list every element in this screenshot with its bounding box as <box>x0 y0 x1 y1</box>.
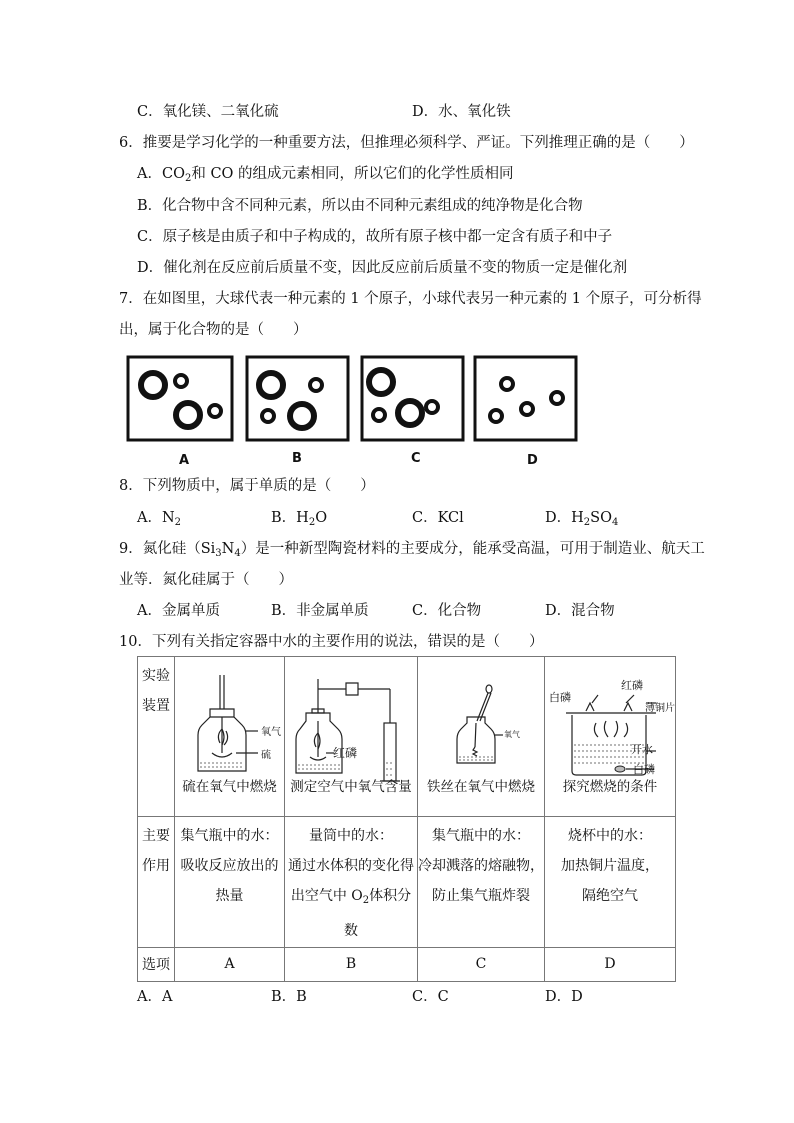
oxygen-content-apparatus-icon <box>286 673 417 785</box>
q7-figure-label-c: C <box>411 451 421 466</box>
q8-option-b: B．$H_2O$ <box>271 510 328 528</box>
q7-figure-label-a: A <box>179 453 190 468</box>
q7-stem-line2: 出，属于化合物的是（ ） <box>119 322 308 338</box>
q8-option-c: C．KCl <box>412 510 464 526</box>
q9-option-b: B．非金属单质 <box>271 603 369 619</box>
q10-experiment-table <box>137 656 676 982</box>
row-header-apparatus: 实验 装置 <box>138 657 175 817</box>
choice-b: B <box>285 947 418 981</box>
q6-option-a: A．$CO_2$和 CO 的组成元素相同，所以它们的化学性质相同 <box>137 166 514 184</box>
q9-stem-line2: 业等．氮化硅属于（ ） <box>119 572 293 588</box>
apparatus-d-caption: 探究燃烧的条件 <box>562 778 658 795</box>
q7-stem-line1: 7．在如图里，大球代表一种元素的 1 个原子，小球代表另一种元素的 1 个原子，可分析得 <box>119 291 702 307</box>
apparatus-a: 氧气 硫 硫在氧气中燃烧 <box>175 657 285 817</box>
q7-figure-label-d: D <box>527 453 538 468</box>
iron-wire-burning-apparatus-icon <box>419 681 544 781</box>
q6-option-c: C．原子核是由质子和中子构成的，故所有原子核中都一定含有质子和中子 <box>137 229 613 245</box>
q6-option-d: D．催化剂在反应前后质量不变，因此反应前后质量不变的物质一定是催化剂 <box>137 260 628 276</box>
q7-atom-figure <box>125 352 580 448</box>
q6-stem: 6．推要是学习化学的一种重要方法，但推理必须科学、严证。下列推理正确的是（ ） <box>119 135 694 151</box>
q10-option-d: D．D <box>545 989 583 1005</box>
apparatus-b-caption: 测定空气中氧气含量 <box>290 778 412 795</box>
function-d: 烧杯中的水： 加热铜片温度， 隔绝空气 <box>545 817 676 947</box>
q5-option-c: C．氧化镁、二氧化硫 <box>137 104 279 120</box>
q9-option-c: C．化合物 <box>412 603 482 619</box>
apparatus-a-caption: 硫在氧气中燃烧 <box>182 778 277 795</box>
function-c: 集气瓶中的水： 冷却溅落的熔融物， 防止集气瓶炸裂 <box>418 817 545 947</box>
row-header-choice: 选项 <box>138 947 175 981</box>
q8-option-d: D．$H_2SO_4$ <box>545 510 619 528</box>
q9-option-a: A．金属单质 <box>137 603 220 619</box>
apparatus-d: 白磷 红磷 薄铜片 开水 白磷 探究燃烧的条件 <box>545 657 676 817</box>
q9-option-d: D．混合物 <box>545 603 615 619</box>
choice-a: A <box>175 947 285 981</box>
q10-stem: 10．下列有关指定容器中水的主要作用的说法，错误的是（ ） <box>119 634 544 650</box>
q9-stem-line1: 9．氮化硅$(Si_3N_4)$是一种新型陶瓷材料的主要成分，能承受高温，可用于制造业、航天工 <box>119 541 705 559</box>
row-header-function: 主要 作用 <box>138 817 175 947</box>
choice-d: D <box>545 947 676 981</box>
function-b: 量筒中的水： 通过水体积的变化得 出空气中 $O_2$体积分 数 <box>285 817 418 947</box>
q8-option-a: A．$N_2$ <box>137 510 182 528</box>
apparatus-c: 氧气 铁丝在氧气中燃烧 <box>418 657 545 817</box>
apparatus-c-caption: 铁丝在氧气中燃烧 <box>427 778 535 795</box>
choice-c: C <box>418 947 545 981</box>
q6-option-b: B．化合物中含不同种元素，所以由不同种元素组成的纯净物是化合物 <box>137 198 583 214</box>
q8-stem: 8．下列物质中，属于单质的是（ ） <box>119 478 375 494</box>
q10-option-c: C．C <box>412 989 449 1005</box>
function-a: 集气瓶中的水： 吸收反应放出的 热量 <box>175 817 285 947</box>
q5-option-d: D．水、氧化铁 <box>412 104 511 120</box>
q7-figure-label-b: B <box>292 451 302 466</box>
apparatus-b: 红磷 测定空气中氧气含量 <box>285 657 418 817</box>
q10-option-b: B．B <box>271 989 307 1005</box>
q10-option-a: A．A <box>137 989 173 1005</box>
